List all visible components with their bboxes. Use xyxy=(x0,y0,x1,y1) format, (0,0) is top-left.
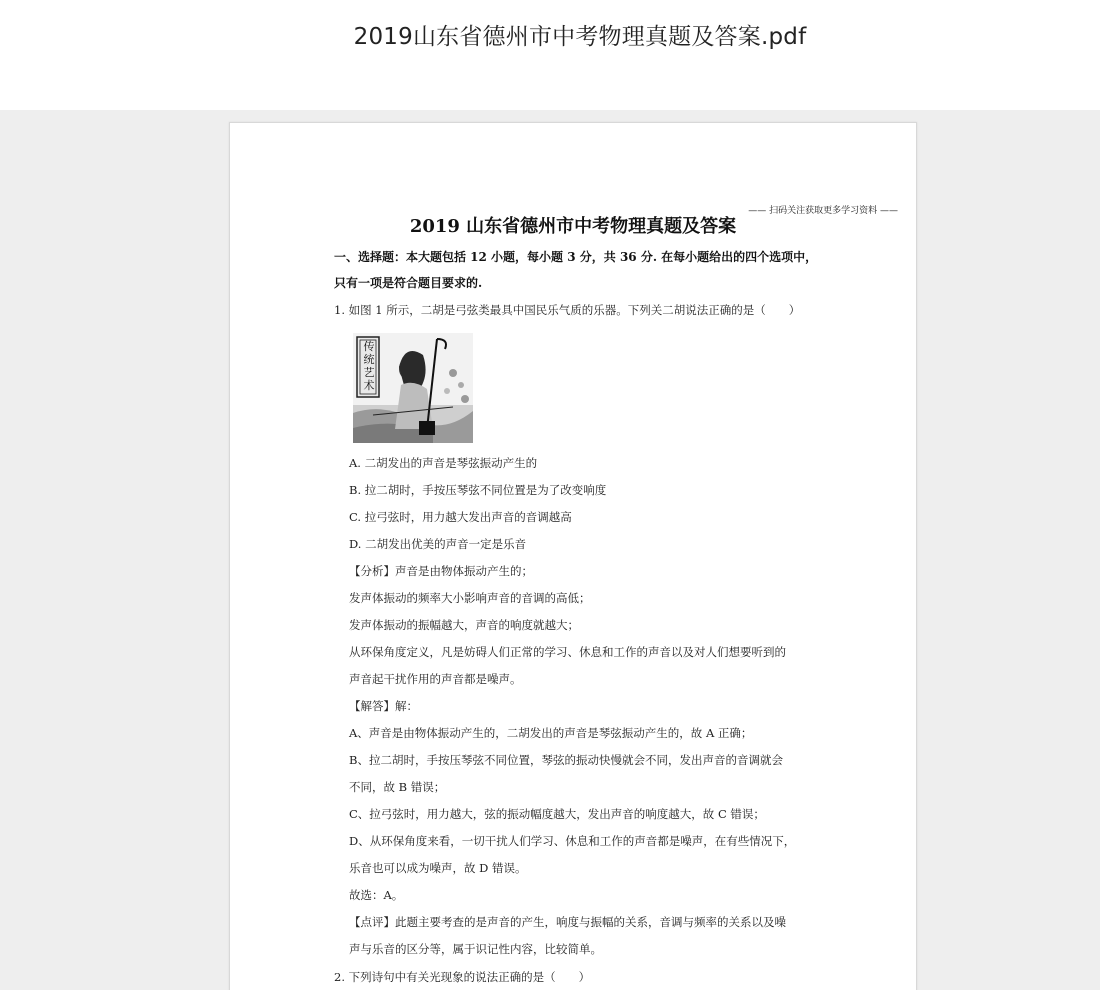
option-a: A. 二胡发出的声音是琴弦振动产生的 xyxy=(349,456,538,470)
analysis-line: 发声体振动的振幅越大，声音的响度就越大； xyxy=(349,618,579,632)
section-heading-line-1: 一、选择题：本大题包括 12 小题，每小题 3 分，共 36 分. 在每小题给出的四个选项中， xyxy=(334,250,818,264)
pdf-page xyxy=(229,122,917,990)
document-title: 2019山东省德州市中考物理真题及答案.pdf xyxy=(353,24,807,50)
answer-line: 乐音也可以成为噪声，故 D 错误。 xyxy=(349,861,527,875)
answer-line: 故选：A。 xyxy=(349,888,404,902)
answer-line: 不同，故 B 错误； xyxy=(349,780,446,794)
option-d: D. 二胡发出优美的声音一定是乐音 xyxy=(349,537,527,551)
analysis-line: 从环保角度定义，凡是妨碍人们正常的学习、休息和工作的声音以及对人们想要听到的 xyxy=(349,645,786,659)
comment-line: 声与乐音的区分等，属于识记性内容，比较简单。 xyxy=(349,942,602,956)
section-heading-line-2: 只有一项是符合题目要求的. xyxy=(334,276,483,290)
question-2-stem: 2. 下列诗句中有关光现象的说法正确的是（ ） xyxy=(334,970,591,984)
stamp-text: 传统艺术 xyxy=(363,340,375,392)
option-b: B. 拉二胡时，手按压琴弦不同位置是为了改变响度 xyxy=(349,483,607,497)
answer-line: C、拉弓弦时，用力越大，弦的振动幅度越大，发出声音的响度越大，故 C 错误； xyxy=(349,807,765,821)
question-1-stem: 1. 如图 1 所示，二胡是弓弦类最具中国民乐气质的乐器。下列关二胡说法正确的是（ ） xyxy=(334,303,801,317)
analysis-line: 【分析】声音是由物体振动产生的； xyxy=(349,564,533,578)
answer-line: A、声音是由物体振动产生的，二胡发出的声音是琴弦振动产生的，故 A 正确； xyxy=(349,726,753,740)
analysis-line: 声音起干扰作用的声音都是噪声。 xyxy=(349,672,522,686)
analysis-line: 发声体振动的频率大小影响声音的音调的高低； xyxy=(349,591,591,605)
comment-line: 【点评】此题主要考查的是声音的产生，响度与振幅的关系，音调与频率的关系以及噪 xyxy=(349,915,786,929)
answer-line: B、拉二胡时，手按压琴弦不同位置，琴弦的振动快慢就会不同，发出声音的音调就会 xyxy=(349,753,783,767)
pdf-viewer[interactable] xyxy=(0,110,1100,990)
page-heading: 2019 山东省德州市中考物理真题及答案 xyxy=(409,216,737,237)
erhu-illustration xyxy=(353,333,473,443)
answer-line: 【解答】解： xyxy=(349,699,418,713)
answer-line: D、从环保角度来看，一切干扰人们学习、休息和工作的声音都是噪声，在有些情况下， xyxy=(349,834,796,848)
document-title-bar xyxy=(0,0,1100,110)
header-note: —— 扫码关注获取更多学习资料 —— xyxy=(748,206,898,216)
option-c: C. 拉弓弦时，用力越大发出声音的音调越高 xyxy=(349,510,572,524)
